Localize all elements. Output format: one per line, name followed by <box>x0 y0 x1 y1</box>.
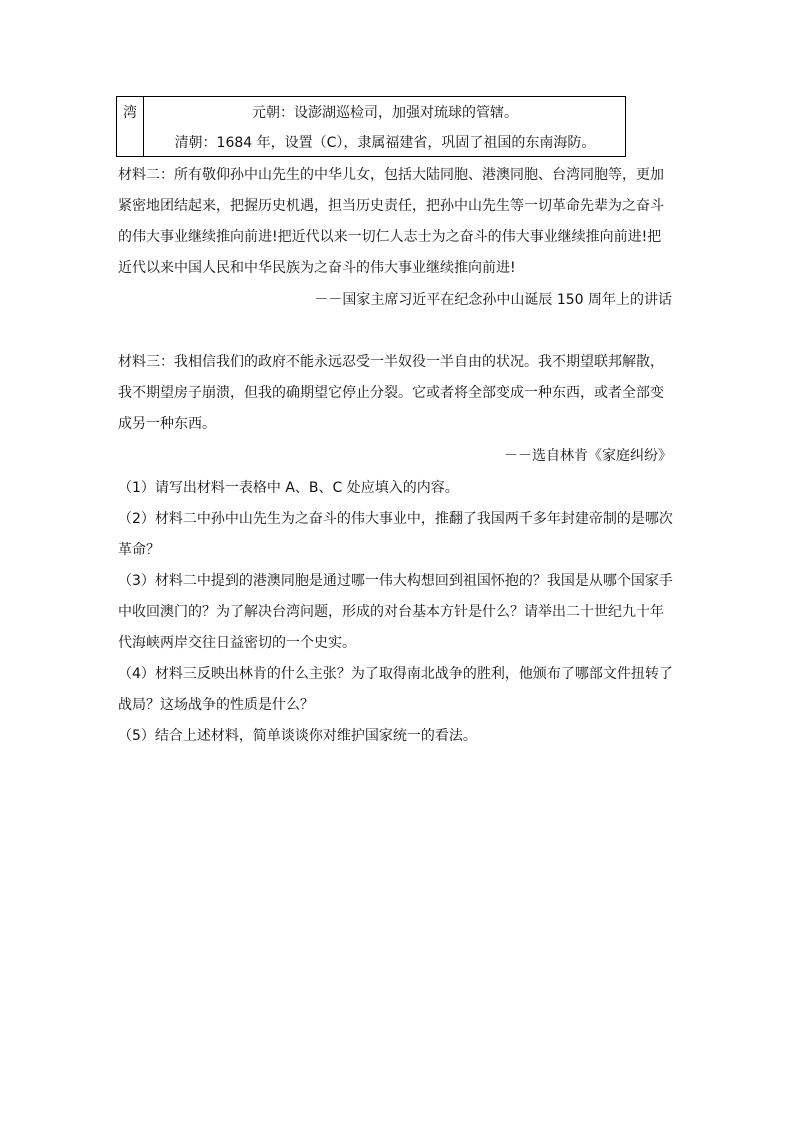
material2-line: 近代以来中国人民和中华民族为之奋斗的伟大事业继续推向前进! <box>118 260 516 276</box>
question-line: （3）材料二中提到的港澳同胞是通过哪一伟大构想回到祖国怀抱的？我国是从哪个国家手 <box>118 573 673 589</box>
question-line: （4）材料三反映出林肯的什么主张？为了取得南北战争的胜利，他颁布了哪部文件扭转了 <box>118 666 673 682</box>
material2-line: 的伟大事业继续推向前进!把近代以来一切仁人志士为之奋斗的伟大事业继续推向前进!把 <box>118 229 662 245</box>
material2-line: 紧密地团结起来，把握历史机遇，担当历史责任，把孙中山先生等一切革命先辈为之奋斗 <box>118 198 664 214</box>
question-line: （2）材料二中孙中山先生为之奋斗的伟大事业中，推翻了我国两千多年封建帝制的是哪次 <box>118 511 673 527</box>
material3-line: 我不期望房子崩溃，但我的确期望它停止分裂。它或者将全部变成一种东西，或者全部变 <box>118 385 664 401</box>
question-line: 战局？这场战争的性质是什么？ <box>118 697 314 713</box>
material2-line: 材料二：所有敬仰孙中山先生的中华儿女，包括大陆同胞、港澳同胞、台湾同胞等，更加 <box>118 167 664 183</box>
material1-table <box>116 96 626 157</box>
question-line: （5）结合上述材料，简单谈谈你对维护国家统一的看法。 <box>118 728 477 744</box>
table-row-yuan: 元朝：设澎湖巡检司，加强对琉球的管辖。 <box>252 105 518 121</box>
question-line: 中收回澳门的？为了解决台湾问题，形成的对台基本方针是什么？请举出二十世纪九十年 <box>118 604 664 620</box>
material3-line: 成另一种东西。 <box>118 416 216 432</box>
question-line: （1）请写出材料一表格中 A、B、C 处应填入的内容。 <box>118 480 459 496</box>
question-line: 革命？ <box>118 542 160 558</box>
table-left-cell: 湾 <box>123 105 137 121</box>
material3-source: －－选自林肯《家庭纠纷》 <box>504 448 672 464</box>
material3-line: 材料三：我相信我们的政府不能永远忍受一半奴役一半自由的状况。我不期望联邦解散， <box>118 354 664 370</box>
table-row-qing: 清朝：1684 年，设置（C），隶属福建省，巩固了祖国的东南海防。 <box>174 135 596 151</box>
question-line: 代海峡两岸交往日益密切的一个史实。 <box>118 635 356 651</box>
material2-source: －－国家主席习近平在纪念孙中山诞辰 150 周年上的讲话 <box>314 292 672 308</box>
